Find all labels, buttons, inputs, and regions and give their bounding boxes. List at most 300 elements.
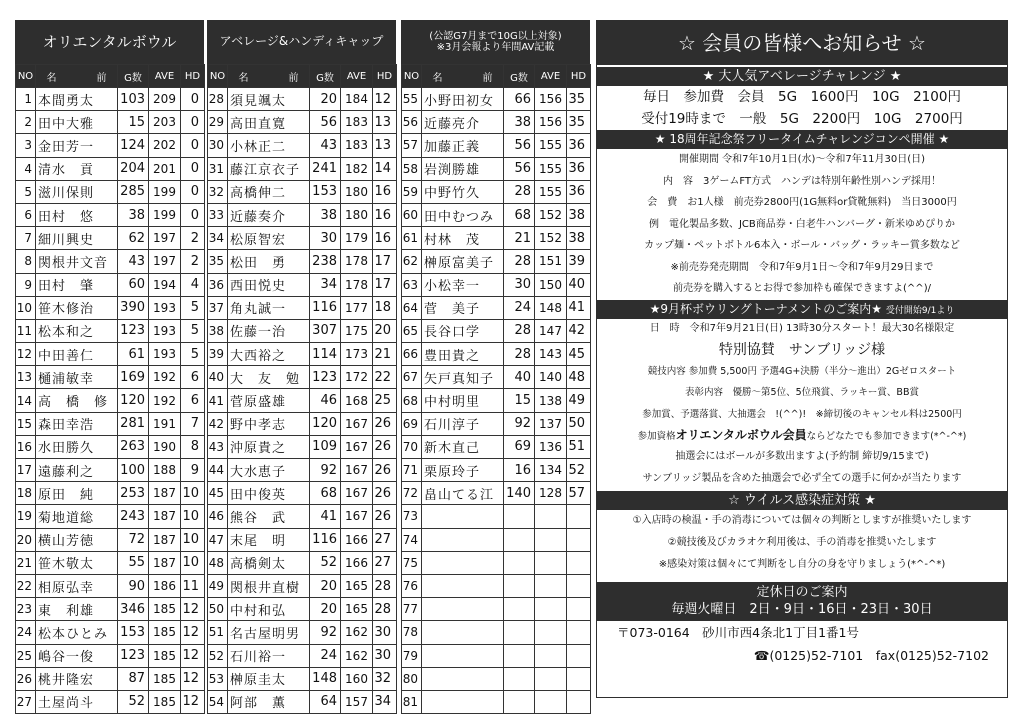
player-name: 相原弘幸	[36, 574, 118, 597]
average: 193	[149, 319, 181, 342]
table-row	[402, 412, 591, 435]
game-count: 60	[118, 273, 149, 296]
row-number: 37	[208, 296, 228, 319]
handicap: 27	[373, 528, 397, 551]
row-number: 2	[16, 111, 36, 134]
table-row	[16, 621, 205, 644]
handicap: 38	[567, 227, 591, 250]
header-name: 名 前	[36, 65, 118, 88]
game-count	[504, 690, 535, 713]
average: 184	[341, 88, 373, 111]
handicap: 21	[373, 343, 397, 366]
handicap	[567, 621, 591, 644]
player-name: 小林正二	[228, 134, 310, 157]
row-number: 41	[208, 389, 228, 412]
game-count: 52	[118, 690, 149, 713]
table-row	[208, 412, 397, 435]
player-name: 新木直己	[422, 435, 504, 458]
table-row	[16, 296, 205, 319]
table-row	[208, 134, 397, 157]
game-count: 153	[118, 621, 149, 644]
notice-line: サンブリッジ製品を含めた抽選会で必ず全ての選手に何かが当たります	[642, 472, 962, 484]
row-number: 1	[16, 88, 36, 111]
table-row	[16, 574, 205, 597]
row-number: 7	[16, 227, 36, 250]
average: 187	[149, 482, 181, 505]
table-row	[16, 134, 205, 157]
row-number: 27	[16, 690, 36, 713]
header-games: G数	[310, 65, 341, 88]
handicap: 17	[373, 273, 397, 296]
row-number: 19	[16, 505, 36, 528]
table-row	[16, 644, 205, 667]
row-number: 34	[208, 227, 228, 250]
game-count: 114	[310, 343, 341, 366]
player-name: 近藤亮介	[422, 111, 504, 134]
handicap: 4	[181, 273, 205, 296]
player-name: 清水 貢	[36, 157, 118, 180]
handicap: 28	[373, 598, 397, 621]
average	[535, 667, 567, 690]
player-name: 長谷口学	[422, 319, 504, 342]
average: 180	[341, 203, 373, 226]
table-row	[402, 667, 591, 690]
average: 179	[341, 227, 373, 250]
table-row	[16, 551, 205, 574]
header-ave: AVE	[535, 65, 567, 88]
average: 191	[149, 412, 181, 435]
handicap: 6	[181, 389, 205, 412]
table-row	[208, 389, 397, 412]
handicap: 38	[567, 203, 591, 226]
handicap: 20	[373, 319, 397, 342]
average	[535, 528, 567, 551]
game-count: 281	[118, 412, 149, 435]
table-row	[208, 551, 397, 574]
handicap: 5	[181, 319, 205, 342]
average: 187	[149, 551, 181, 574]
handicap: 12	[181, 690, 205, 713]
virus-measures	[597, 510, 1007, 576]
player-name: 矢戸真知子	[422, 366, 504, 389]
table-row	[208, 343, 397, 366]
handicap: 22	[373, 366, 397, 389]
handicap: 11	[181, 574, 205, 597]
handicap: 26	[373, 435, 397, 458]
row-number: 50	[208, 598, 228, 621]
table-row	[402, 528, 591, 551]
average: 178	[341, 273, 373, 296]
header-hd: HD	[567, 65, 591, 88]
game-count: 69	[504, 435, 535, 458]
table-row	[208, 482, 397, 505]
average: 167	[341, 482, 373, 505]
row-number: 5	[16, 180, 36, 203]
player-name	[422, 528, 504, 551]
row-number: 9	[16, 273, 36, 296]
row-number: 16	[16, 435, 36, 458]
table-row	[16, 273, 205, 296]
average: 150	[535, 273, 567, 296]
player-name: 石川淳子	[422, 412, 504, 435]
player-name: 水田勝久	[36, 435, 118, 458]
average: 157	[341, 690, 373, 713]
player-name: 笹木修治	[36, 296, 118, 319]
row-number: 20	[16, 528, 36, 551]
game-count: 92	[310, 459, 341, 482]
player-name: 加藤正義	[422, 134, 504, 157]
average: 148	[535, 296, 567, 319]
table-row	[402, 88, 591, 111]
row-number: 29	[208, 111, 228, 134]
handicap: 0	[181, 134, 205, 157]
player-name	[422, 621, 504, 644]
average: 136	[535, 435, 567, 458]
notice-line: カップ麺・ペットボトル6本入・ボール・バッグ・ラッキー賞多数など	[644, 240, 960, 251]
handicap: 14	[373, 157, 397, 180]
average: 173	[341, 343, 373, 366]
average: 156	[535, 111, 567, 134]
game-count: 38	[310, 203, 341, 226]
handicap: 34	[373, 690, 397, 713]
row-number: 42	[208, 412, 228, 435]
game-count: 285	[118, 180, 149, 203]
player-name: 嶋谷一俊	[36, 644, 118, 667]
player-name: 松原智宏	[228, 227, 310, 250]
row-number: 53	[208, 667, 228, 690]
table-row	[208, 528, 397, 551]
player-name: 西田悦史	[228, 273, 310, 296]
game-count: 52	[310, 551, 341, 574]
table-row	[402, 250, 591, 273]
game-count: 15	[504, 389, 535, 412]
player-name: 野中孝志	[228, 412, 310, 435]
table-row	[16, 459, 205, 482]
header-no: NO	[208, 65, 228, 88]
player-name: 菅原盛雄	[228, 389, 310, 412]
average: 185	[149, 690, 181, 713]
handicap: 36	[567, 134, 591, 157]
table-row	[16, 111, 205, 134]
game-count: 68	[504, 203, 535, 226]
game-count: 64	[310, 690, 341, 713]
game-count: 55	[118, 551, 149, 574]
header-ave: AVE	[149, 65, 181, 88]
game-count: 62	[118, 227, 149, 250]
average: 147	[535, 319, 567, 342]
handicap: 9	[181, 459, 205, 482]
player-name: 桃井隆宏	[36, 667, 118, 690]
handicap: 17	[373, 250, 397, 273]
table-row	[402, 459, 591, 482]
player-name: 榊原圭太	[228, 667, 310, 690]
row-number: 6	[16, 203, 36, 226]
row-number: 63	[402, 273, 422, 296]
player-name: 原田 純	[36, 482, 118, 505]
average: 156	[535, 88, 567, 111]
row-number: 79	[402, 644, 422, 667]
handicap: 57	[567, 482, 591, 505]
player-name: 藤江京衣子	[228, 157, 310, 180]
average	[535, 505, 567, 528]
notice-line: 会 費 お1人様 前売券2800円(1G無料or貸靴無料) 当日3000円	[647, 197, 957, 208]
table-row	[208, 180, 397, 203]
handicap: 35	[567, 111, 591, 134]
average: 152	[535, 227, 567, 250]
player-name: 関根井文音	[36, 250, 118, 273]
player-name	[422, 690, 504, 713]
game-count: 123	[118, 319, 149, 342]
game-count: 61	[118, 343, 149, 366]
row-number: 58	[402, 157, 422, 180]
handicap: 40	[567, 273, 591, 296]
handicap: 25	[373, 389, 397, 412]
average: 182	[341, 157, 373, 180]
table-row	[402, 435, 591, 458]
player-name: 末尾 明	[228, 528, 310, 551]
table-row	[402, 598, 591, 621]
table-row	[208, 366, 397, 389]
table-row	[208, 296, 397, 319]
handicap	[567, 667, 591, 690]
table-row	[16, 227, 205, 250]
player-name: 高 橋 修	[36, 389, 118, 412]
average: 166	[341, 528, 373, 551]
game-count: 148	[310, 667, 341, 690]
player-name: 関根井直樹	[228, 574, 310, 597]
table-row	[208, 157, 397, 180]
row-number: 13	[16, 366, 36, 389]
tournament-qualification: 参加資格オリエンタルボウル会員ならどなたでも参加できます(*^-^*)	[637, 428, 967, 442]
player-name: 樋浦敏幸	[36, 366, 118, 389]
header-hd: HD	[181, 65, 205, 88]
average: 143	[535, 343, 567, 366]
notice-line: ※前売券発売期間 令和7年9月1日～令和7年9月29日まで	[670, 261, 934, 273]
handicap: 6	[181, 366, 205, 389]
average: 202	[149, 134, 181, 157]
average: 192	[149, 366, 181, 389]
address: 〒073-0164 砂川市西4条北1丁目1番1号	[617, 625, 859, 640]
average: 134	[535, 459, 567, 482]
table-row	[208, 598, 397, 621]
average: 167	[341, 412, 373, 435]
handicap: 12	[181, 621, 205, 644]
game-count: 87	[118, 667, 149, 690]
handicap: 26	[373, 482, 397, 505]
row-number: 48	[208, 551, 228, 574]
handicap: 30	[373, 644, 397, 667]
player-name: 中村和弘	[228, 598, 310, 621]
player-name: 笹木敬太	[36, 551, 118, 574]
row-number: 81	[402, 690, 422, 713]
table-row	[402, 621, 591, 644]
row-number: 10	[16, 296, 36, 319]
handicap	[567, 690, 591, 713]
row-number: 54	[208, 690, 228, 713]
row-number: 55	[402, 88, 422, 111]
row-number: 44	[208, 459, 228, 482]
handicap: 16	[373, 203, 397, 226]
notice-line: ②競技後及びカラオケ利用後は、手の消毒を推奨いたします	[667, 537, 937, 548]
table-row	[16, 667, 205, 690]
average	[535, 621, 567, 644]
game-count: 28	[504, 343, 535, 366]
table-row	[208, 621, 397, 644]
player-name: 小松幸一	[422, 273, 504, 296]
row-number: 74	[402, 528, 422, 551]
game-count: 153	[310, 180, 341, 203]
ranking-table-2	[207, 64, 397, 714]
row-number: 72	[402, 482, 422, 505]
player-name: 豊田貴之	[422, 343, 504, 366]
row-number: 38	[208, 319, 228, 342]
ranking-panel-1	[15, 20, 204, 714]
game-count: 28	[504, 319, 535, 342]
tournament-lottery	[597, 446, 1007, 489]
game-count: 253	[118, 482, 149, 505]
notice-line: 前売券を購入するとお得で参加枠も確保できますよ(^^)/	[673, 283, 931, 294]
table-row	[208, 644, 397, 667]
notice-line: 参加賞、予選落賞、大抽選会 !(^^)! ※締切後のキャンセル料は2500円	[642, 408, 962, 420]
row-number: 32	[208, 180, 228, 203]
table-row	[208, 319, 397, 342]
row-number: 65	[402, 319, 422, 342]
row-number: 12	[16, 343, 36, 366]
row-number: 45	[208, 482, 228, 505]
row-number: 61	[402, 227, 422, 250]
player-name: 田中むつみ	[422, 203, 504, 226]
game-count: 41	[310, 505, 341, 528]
game-count: 103	[118, 88, 149, 111]
row-number: 49	[208, 574, 228, 597]
row-number: 39	[208, 343, 228, 366]
game-count: 56	[504, 157, 535, 180]
player-name: 中野竹久	[422, 180, 504, 203]
table-row	[402, 366, 591, 389]
average-challenge-line-2: 受付19時まで 一般 5G 2200円 10G 2700円	[641, 111, 963, 127]
game-count: 21	[504, 227, 535, 250]
handicap: 45	[567, 343, 591, 366]
handicap: 35	[567, 88, 591, 111]
handicap: 18	[373, 296, 397, 319]
table-header	[208, 65, 397, 88]
table-row	[16, 88, 205, 111]
handicap: 10	[181, 528, 205, 551]
player-name: 東 利雄	[36, 598, 118, 621]
table-row	[16, 203, 205, 226]
row-number: 3	[16, 134, 36, 157]
table-row	[402, 157, 591, 180]
game-count: 109	[310, 435, 341, 458]
game-count: 24	[504, 296, 535, 319]
ranking-table-1	[15, 64, 205, 714]
player-name: 本間勇太	[36, 88, 118, 111]
game-count: 72	[118, 528, 149, 551]
average: 192	[149, 389, 181, 412]
game-count: 38	[504, 111, 535, 134]
row-number: 78	[402, 621, 422, 644]
average	[535, 644, 567, 667]
row-number: 76	[402, 574, 422, 597]
row-number: 47	[208, 528, 228, 551]
closed-days-title: 定休日のご案内	[756, 585, 848, 600]
average: 168	[341, 389, 373, 412]
tournament-details	[597, 361, 1007, 426]
panel-3-title: (公認G7月まで10G以上対象) ※3月会報より年間AV記載	[401, 20, 590, 64]
row-number: 75	[402, 551, 422, 574]
table-row	[402, 505, 591, 528]
player-name: 沖原貴之	[228, 435, 310, 458]
average: 152	[535, 203, 567, 226]
game-count	[504, 598, 535, 621]
average: 138	[535, 389, 567, 412]
game-count: 116	[310, 528, 341, 551]
player-name: 小野田初女	[422, 88, 504, 111]
row-number: 15	[16, 412, 36, 435]
average: 151	[535, 250, 567, 273]
average: 185	[149, 598, 181, 621]
average: 162	[341, 644, 373, 667]
header-name: 名 前	[228, 65, 310, 88]
player-name: 阿部 薫	[228, 690, 310, 713]
table-row	[208, 505, 397, 528]
average: 201	[149, 157, 181, 180]
average	[535, 551, 567, 574]
table-row	[208, 203, 397, 226]
table-row	[16, 157, 205, 180]
header-no: NO	[16, 65, 36, 88]
handicap: 12	[373, 88, 397, 111]
handicap: 39	[567, 250, 591, 273]
game-count: 68	[310, 482, 341, 505]
game-count: 238	[310, 250, 341, 273]
game-count: 169	[118, 366, 149, 389]
game-count: 123	[118, 644, 149, 667]
table-row	[208, 250, 397, 273]
row-number: 51	[208, 621, 228, 644]
table-row	[402, 482, 591, 505]
player-name: 岩渕勝雄	[422, 157, 504, 180]
player-name: 滋川保則	[36, 180, 118, 203]
game-count	[504, 551, 535, 574]
row-number: 17	[16, 459, 36, 482]
game-count: 204	[118, 157, 149, 180]
table-row	[402, 343, 591, 366]
handicap: 36	[567, 157, 591, 180]
handicap: 0	[181, 157, 205, 180]
handicap	[567, 574, 591, 597]
ranking-table-3	[401, 64, 591, 714]
player-name: 高田直寛	[228, 111, 310, 134]
row-number: 64	[402, 296, 422, 319]
header-games: G数	[118, 65, 149, 88]
table-row	[402, 551, 591, 574]
row-number: 25	[16, 644, 36, 667]
header-ave: AVE	[341, 65, 373, 88]
table-row	[16, 389, 205, 412]
game-count: 56	[504, 134, 535, 157]
player-name: 菅 美子	[422, 296, 504, 319]
average: 185	[149, 667, 181, 690]
table-row	[402, 296, 591, 319]
handicap	[567, 528, 591, 551]
section-tournament-title: ★9月杯ボウリングトーナメントのご案内★ 受付開始9/1より	[597, 300, 1007, 319]
average	[535, 574, 567, 597]
tournament-sponsor: 特別協賛 サンブリッジ様	[718, 341, 886, 358]
player-name	[422, 667, 504, 690]
header-no: NO	[402, 65, 422, 88]
row-number: 14	[16, 389, 36, 412]
